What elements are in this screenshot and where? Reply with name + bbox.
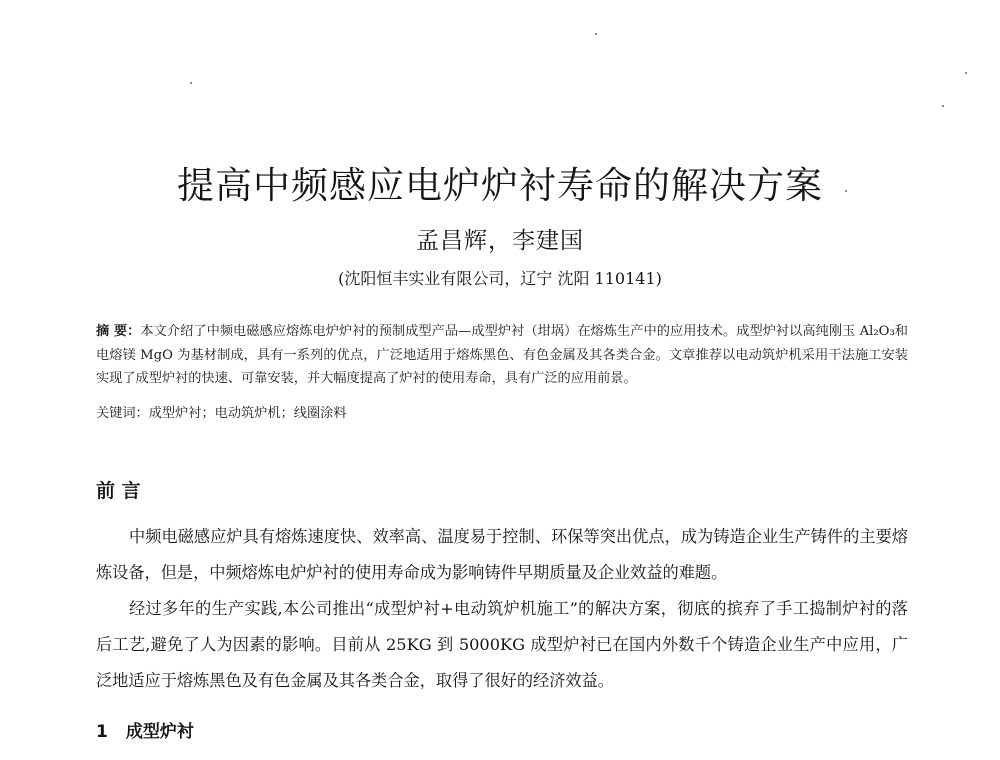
section-title: 成型炉衬 — [125, 722, 194, 742]
scan-speck — [942, 105, 944, 107]
section-1-heading — [96, 717, 194, 742]
body-paragraph: 中频电磁感应炉具有熔炼速度快、效率高、温度易于控制、环保等突出优点，成为铸造企业生产铸件的主要熔炼设备，但是，中频熔炼电炉炉衬的使用寿命成为影响铸件早期质量及企业效益的难题。 — [96, 527, 908, 582]
scan-speck — [190, 82, 192, 84]
paper-affiliation: (沈阳恒丰实业有限公司，辽宁 沈阳 110141) — [338, 269, 662, 288]
scan-speck — [965, 72, 967, 74]
preface-heading: 前 言 — [96, 480, 141, 502]
abstract — [96, 320, 908, 391]
scan-speck — [595, 33, 597, 35]
section-number: 1 — [96, 722, 108, 742]
body-paragraph: 经过多年的生产实践,本公司推出“成型炉衬+电动筑炉机施工”的解决方案，彻底的摈弃了手工捣制炉衬的落后工艺,避免了人为因素的影响。目前从 25KG 到 5000KG 成型炉衬已在国内外数千个铸造企业生产中应用，广泛地适应于熔炼黑色及有色金属及其各类合金，取得了很好的经济效益。 — [96, 599, 908, 690]
abstract-label: 摘 要： — [96, 324, 141, 339]
keywords — [96, 402, 908, 426]
abstract-text: 本文介绍了中频电磁感应熔炼电炉炉衬的预制成型产品—成型炉衬（坩埚）在熔炼生产中的应用技术。成型炉衬以高纯刚玉 Al₂O₃和电熔镁 MgO 为基材制成，具有一系列的优点，广泛地适用于熔炼黑色、有色金属及其各类合金。文章推荐以电动筑炉机采用干法施工安装实现了成型炉衬的快速、可靠安装，并大幅度提高了炉衬的使用寿命，具有广泛的应用前景。 — [96, 324, 908, 386]
keywords-text: 成型炉衬；电动筑炉机；线圈涂料 — [148, 406, 347, 421]
keywords-label: 关键词： — [96, 406, 149, 421]
paper-authors: 孟昌辉，李建国 — [416, 228, 584, 254]
paper-title: 提高中频感应电炉炉衬寿命的解决方案 — [177, 164, 823, 207]
